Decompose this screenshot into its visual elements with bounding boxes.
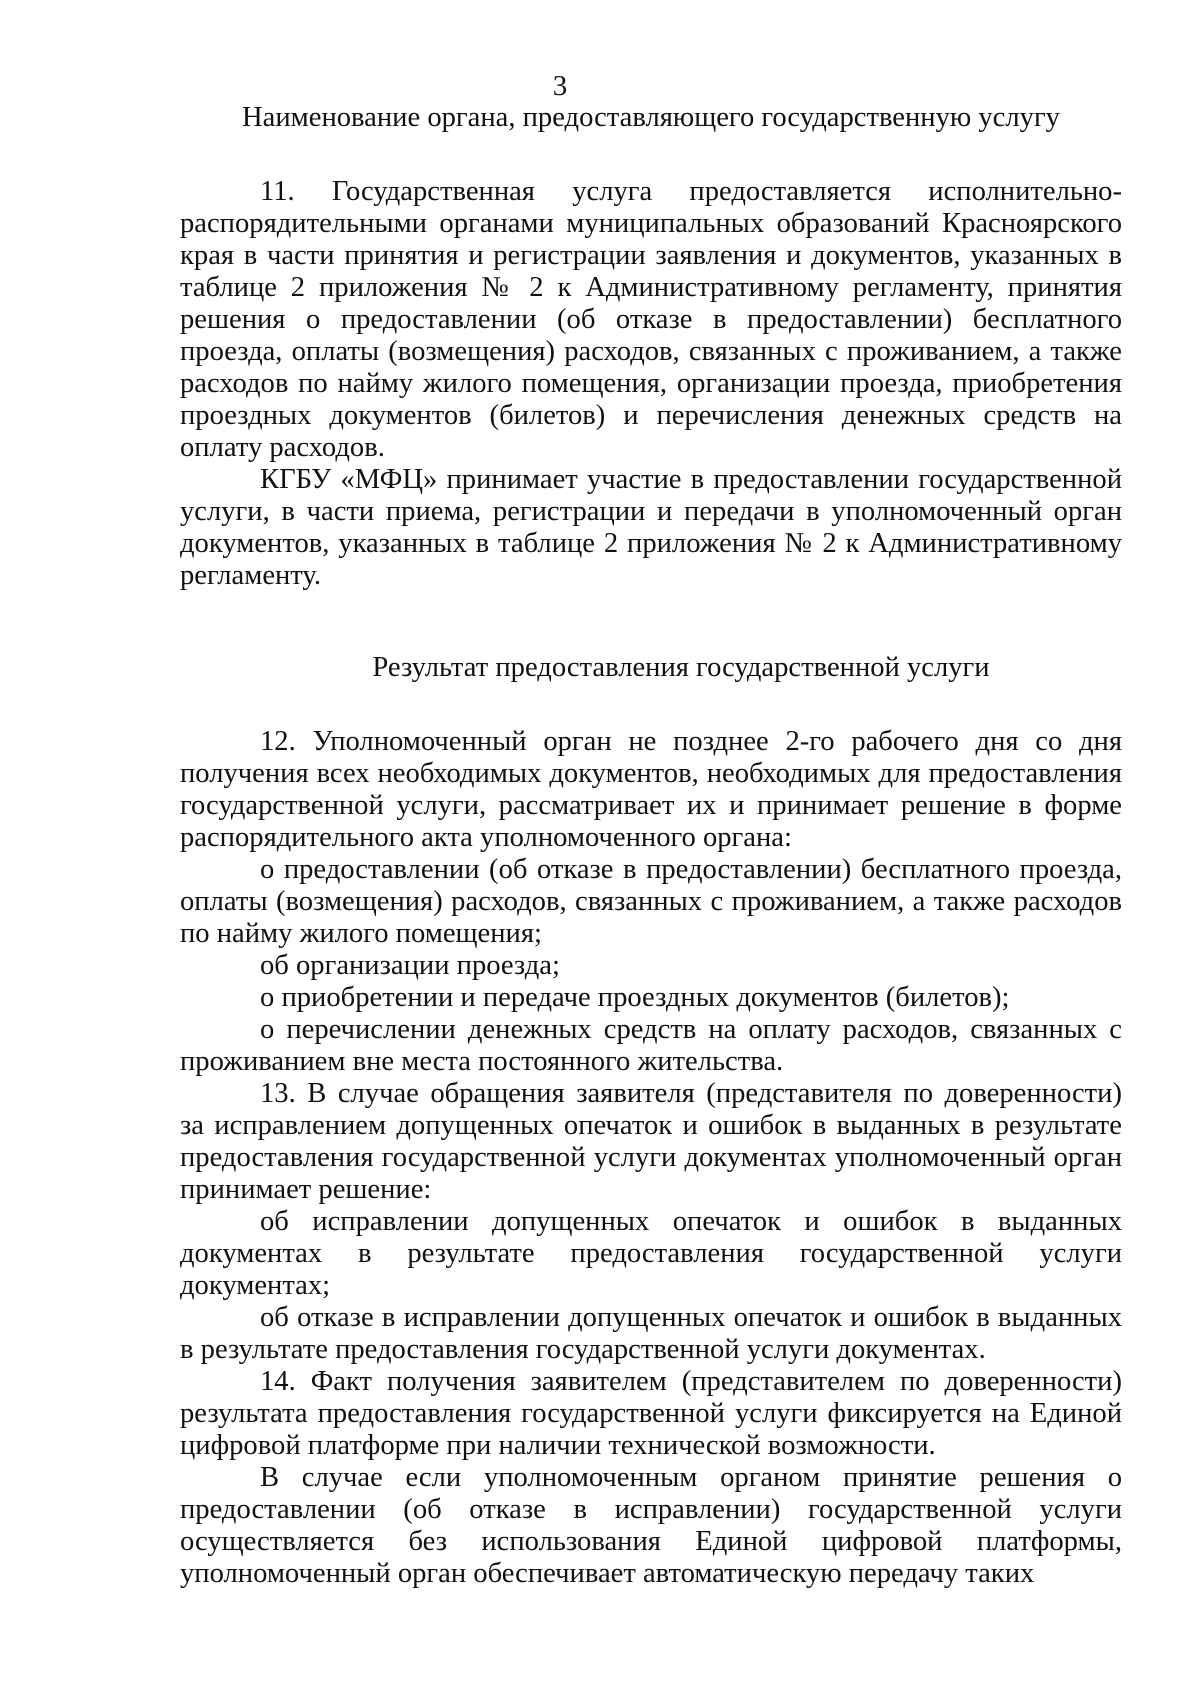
paragraph-14-continued: В случае если уполномоченным органом принятие решения о предоставлении (об отказе в исправлении) государственной услуги осуществляется без использования Единой цифровой платформы, уполномоченный орган обеспечивает автоматическую передачу таких: [180, 1462, 1122, 1589]
paragraph-12-item-2: об организации проезда;: [260, 950, 560, 981]
section-heading-result: Результат предоставления государственной услуги: [372, 652, 990, 683]
paragraph-mfc: КГБУ «МФЦ» принимает участие в предоставлении государственной услуги, в части приема, регистрации и передачи в уполномоченный орган документов, указанных в таблице 2 приложения № 2 к Административному регламенту.: [180, 464, 1122, 591]
paragraph-14: 14. Факт получения заявителем (представителем по доверенности) результата предоставления государственной услуги фиксируется на Единой цифровой платформе при наличии технической возможности.: [180, 1366, 1122, 1461]
section-heading-authority: Наименование органа, предоставляющего государственную услугу: [242, 102, 1060, 133]
paragraph-13-item-2: об отказе в исправлении допущенных опечаток и ошибок в выданных в результате предоставления государственной услуги документах.: [180, 1302, 1122, 1365]
paragraph-12-item-1: о предоставлении (об отказе в предоставлении) бесплатного проезда, оплаты (возмещения) расходов, связанных с проживанием, а также расходов по найму жилого помещения;: [180, 854, 1122, 949]
paragraph-11: 11. Государственная услуга предоставляется исполнительно-распорядительными органами муниципальных образований Красноярского края в части принятия и регистрации заявления и документов, указанных в таблице 2 приложения № 2 к Административному регламенту, принятия решения о предоставлении (об отказе в предоставлении) бесплатного проезда, оплаты (возмещения) расходов, связанных с проживанием, а также расходов по найму жилого помещения, организации проезда, приобретения проездных документов (билетов) и перечисления денежных средств на оплату расходов.: [180, 176, 1122, 463]
paragraph-13: 13. В случае обращения заявителя (представителя по доверенности) за исправлением допущенных опечаток и ошибок в выданных в результате предоставления государственной услуги документах уполномоченный орган принимает решение:: [180, 1078, 1122, 1205]
paragraph-13-item-1: об исправлении допущенных опечаток и ошибок в выданных документах в результате предоставления государственной услуги документах;: [180, 1206, 1122, 1301]
page-number: 3: [552, 70, 568, 102]
document-body: [180, 102, 1122, 1590]
paragraph-12-item-4: о перечислении денежных средств на оплату расходов, связанных с проживанием вне места постоянного жительства.: [180, 1014, 1122, 1077]
paragraph-12: 12. Уполномоченный орган не позднее 2-го рабочего дня со дня получения всех необходимых документов, необходимых для предоставления государственной услуги, рассматривает их и принимает решение в форме распорядительного акта уполномоченного органа:: [180, 726, 1122, 853]
paragraph-12-item-3: о приобретении и передаче проездных документов (билетов);: [260, 982, 1010, 1013]
